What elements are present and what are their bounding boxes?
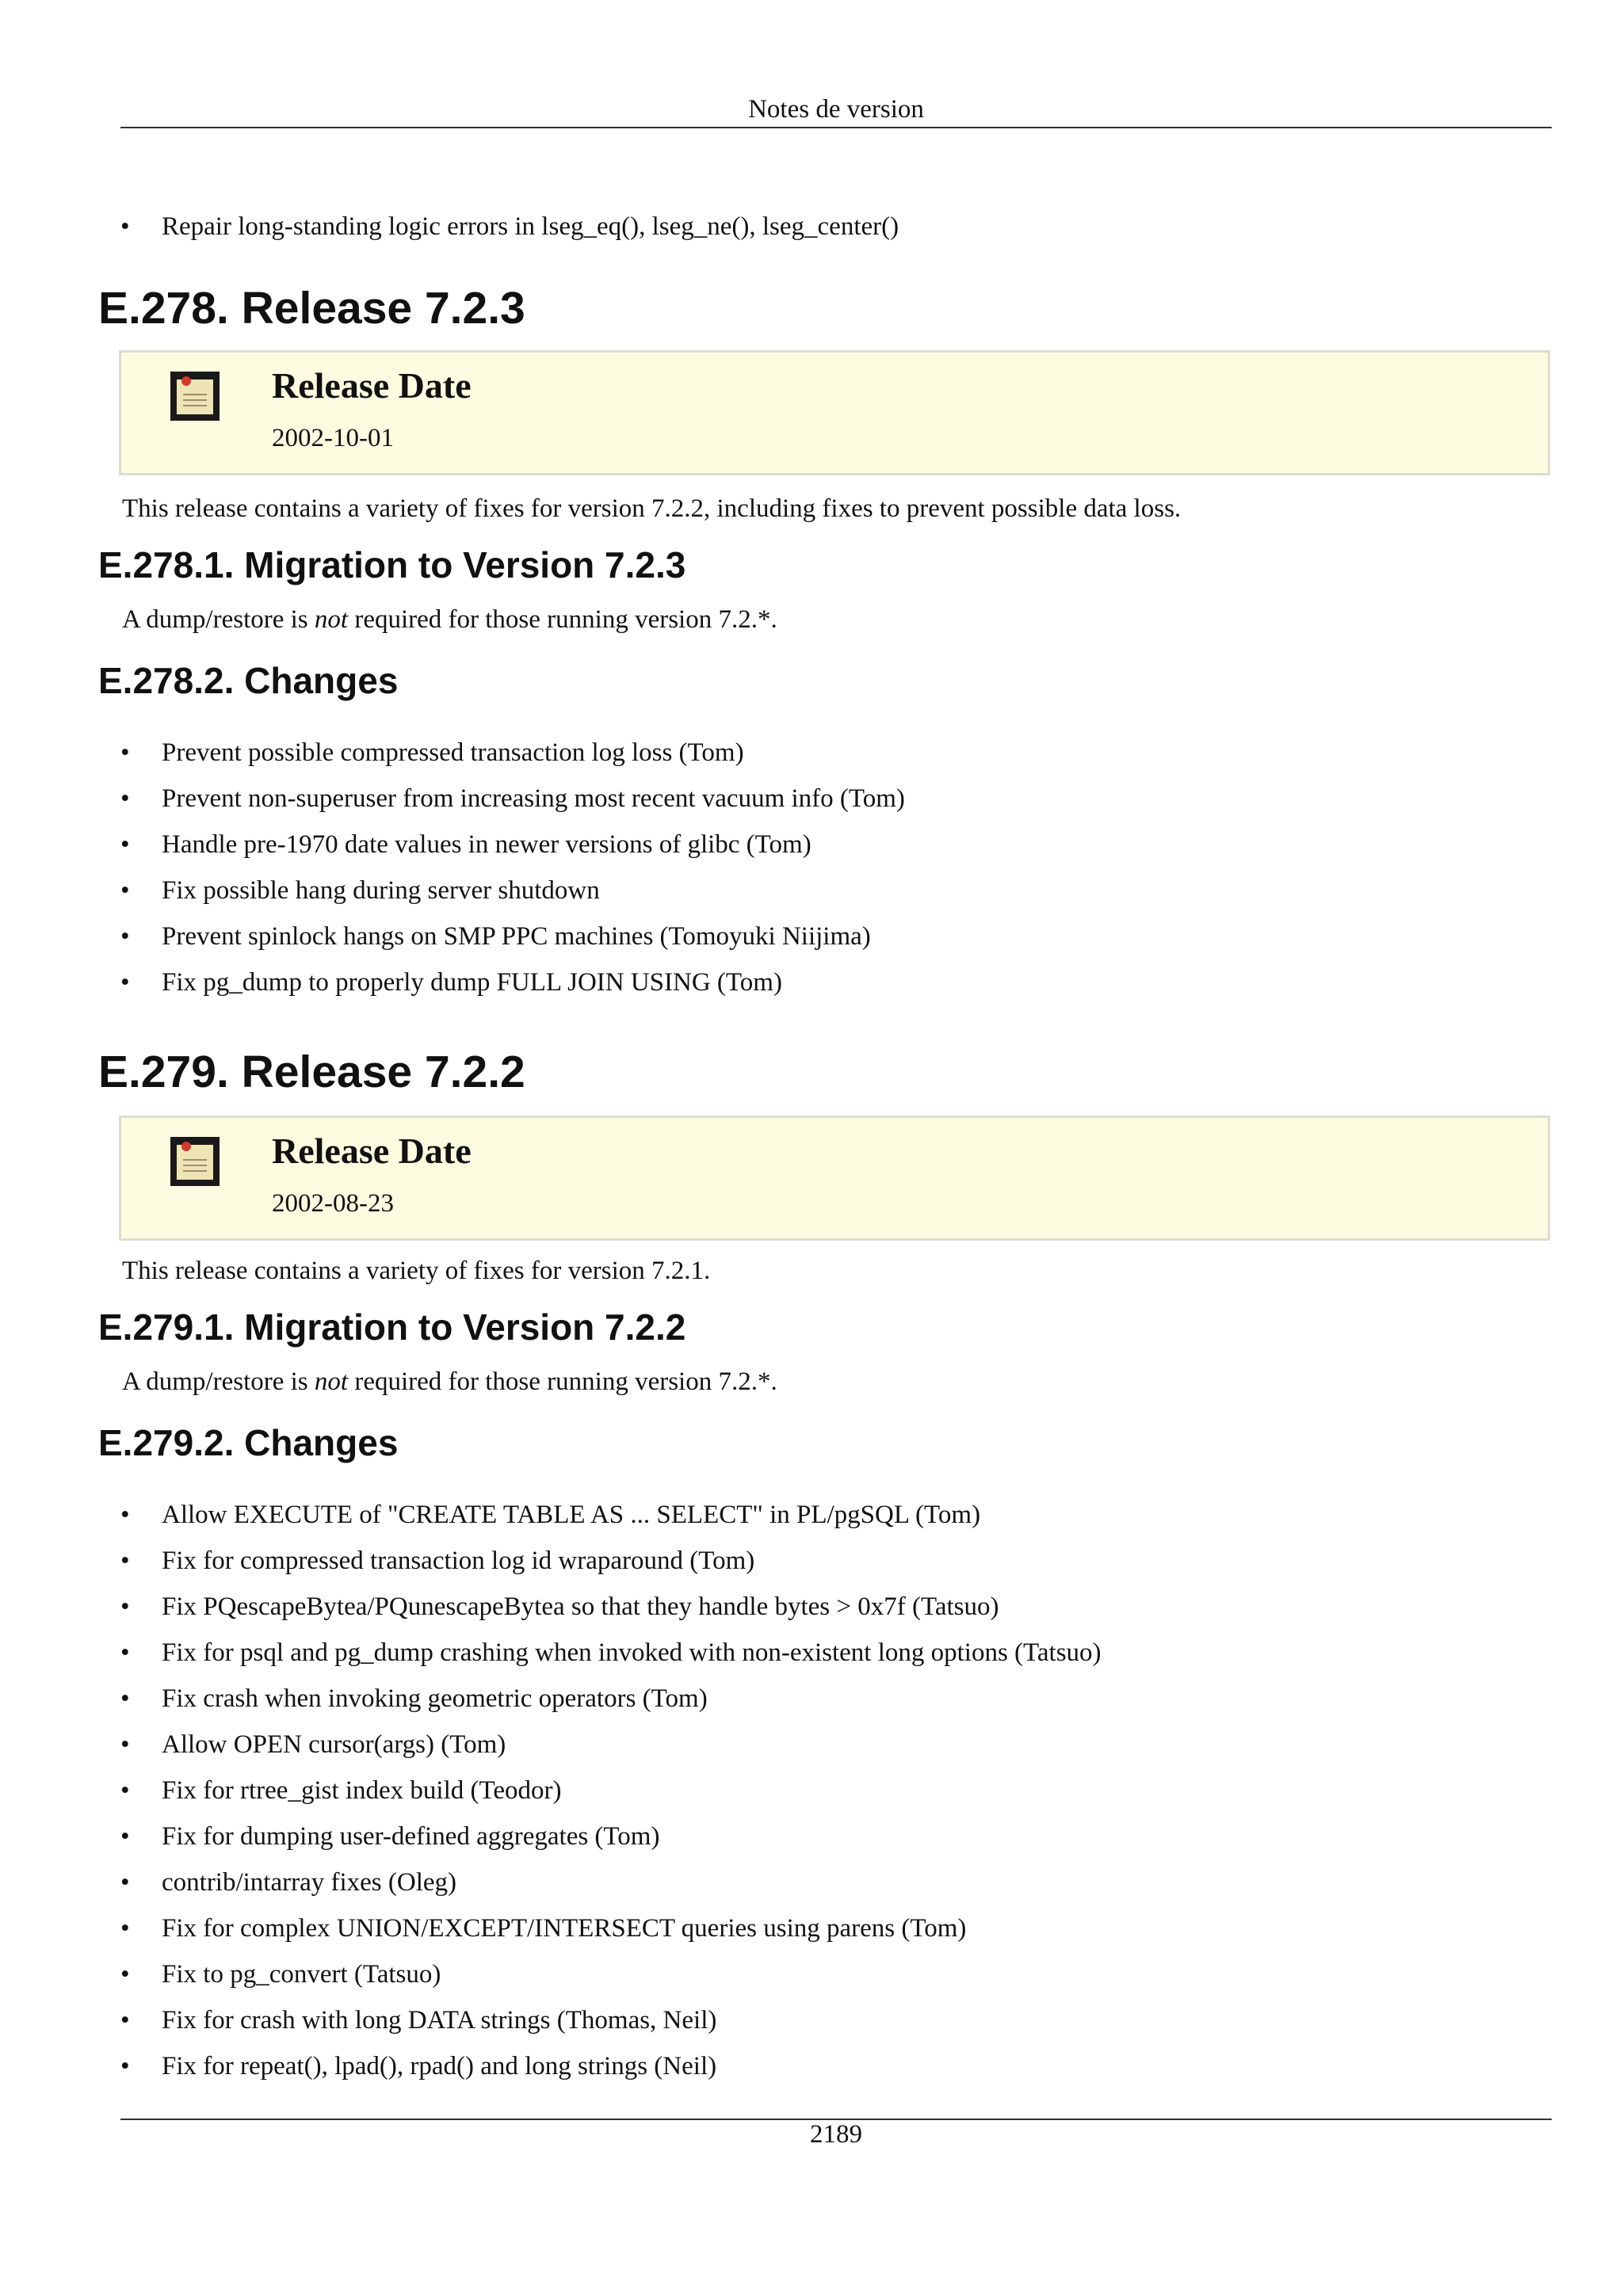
subsection-heading-changes-722: E.279.2. Changes	[98, 1422, 399, 1463]
list-item: • Fix possible hang during server shutdown	[120, 876, 600, 905]
release-date-value: 2002-10-01	[272, 424, 394, 452]
header-rule	[120, 127, 1552, 128]
list-item-text: Allow OPEN cursor(args) (Tom)	[162, 1730, 506, 1759]
section-heading-release-722: E.279. Release 7.2.2	[98, 1047, 525, 1097]
page-number: 2189	[810, 2120, 862, 2149]
list-item-text: contrib/intarray fixes (Oleg)	[162, 1868, 457, 1897]
list-item: • Fix for complex UNION/EXCEPT/INTERSECT queries using parens (Tom)	[120, 1914, 967, 1943]
list-item-text: Fix for psql and pg_dump crashing when invoked with non-existent long options (Tatsuo)	[162, 1638, 1102, 1667]
list-item-text: Fix PQescapeBytea/PQunescapeBytea so that they handle bytes > 0x7f (Tatsuo)	[162, 1592, 999, 1621]
list-item: • Allow EXECUTE of "CREATE TABLE AS ... SELECT" in PL/pgSQL (Tom)	[120, 1501, 981, 1529]
list-item: • Fix PQescapeBytea/PQunescapeBytea so that they handle bytes > 0x7f (Tatsuo)	[120, 1592, 999, 1621]
list-item: • Fix pg_dump to properly dump FULL JOIN USING (Tom)	[120, 968, 782, 997]
list-item-text: Fix to pg_convert (Tatsuo)	[162, 1960, 441, 1989]
running-header: Notes de version	[748, 95, 924, 124]
release-date-note	[119, 1116, 1550, 1241]
list-item-text: Fix possible hang during server shutdown	[162, 876, 600, 905]
list-item-text: Fix crash when invoking geometric operators (Tom)	[162, 1684, 708, 1713]
list-item: • Fix for rtree_gist index build (Teodor)	[120, 1776, 562, 1805]
list-item: • contrib/intarray fixes (Oleg)	[120, 1868, 457, 1897]
bullet-marker: •	[120, 212, 130, 241]
list-item-text: Fix for complex UNION/EXCEPT/INTERSECT queries using parens (Tom)	[162, 1914, 967, 1943]
note-title: Release Date	[272, 1131, 472, 1171]
list-item-text: Prevent spinlock hangs on SMP PPC machines (Tomoyuki Niijima)	[162, 922, 871, 951]
list-item: • Fix for psql and pg_dump crashing when invoked with non-existent long options (Tatsuo)	[120, 1638, 1102, 1667]
list-item: • Fix to pg_convert (Tatsuo)	[120, 1960, 441, 1989]
list-item: • Prevent possible compressed transaction log loss (Tom)	[120, 738, 744, 767]
list-item-text: Handle pre-1970 date values in newer versions of glibc (Tom)	[162, 830, 812, 859]
note-icon	[170, 1137, 220, 1186]
list-item: • Fix for dumping user-defined aggregates (Tom)	[120, 1822, 660, 1851]
list-item: • Prevent non-superuser from increasing most recent vacuum info (Tom)	[120, 784, 905, 813]
subsection-heading-migration-722: E.279.1. Migration to Version 7.2.2	[98, 1306, 686, 1348]
list-item: • Allow OPEN cursor(args) (Tom)	[120, 1730, 506, 1759]
list-item-text: Prevent possible compressed transaction log loss (Tom)	[162, 738, 744, 767]
list-item-text: Prevent non-superuser from increasing most recent vacuum info (Tom)	[162, 784, 905, 813]
list-item-text: Repair long-standing logic errors in lseg_eq(), lseg_ne(), lseg_center()	[162, 212, 899, 241]
release-intro: This release contains a variety of fixes for version 7.2.1.	[122, 1257, 711, 1285]
migration-text: A dump/restore is not required for those running version 7.2.*.	[122, 605, 777, 634]
list-item-text: Fix for crash with long DATA strings (Thomas, Neil)	[162, 2006, 717, 2035]
list-item: • Handle pre-1970 date values in newer versions of glibc (Tom)	[120, 830, 812, 859]
migration-text: A dump/restore is not required for those running version 7.2.*.	[122, 1367, 777, 1396]
list-item: • Fix for repeat(), lpad(), rpad() and long strings (Neil)	[120, 2052, 717, 2081]
list-item: • Fix for crash with long DATA strings (Thomas, Neil)	[120, 2006, 717, 2035]
list-item: • Fix for compressed transaction log id wraparound (Tom)	[120, 1547, 755, 1575]
release-intro: This release contains a variety of fixes for version 7.2.2, including fixes to prevent possible data loss.	[122, 494, 1182, 523]
list-item-text: Fix for compressed transaction log id wraparound (Tom)	[162, 1547, 755, 1575]
list-item-text: Allow EXECUTE of "CREATE TABLE AS ... SELECT" in PL/pgSQL (Tom)	[162, 1501, 981, 1529]
note-title: Release Date	[272, 365, 472, 406]
list-item-text: Fix pg_dump to properly dump FULL JOIN USING (Tom)	[162, 968, 782, 997]
list-item: • Prevent spinlock hangs on SMP PPC machines (Tomoyuki Niijima)	[120, 922, 871, 951]
list-item-text: Fix for dumping user-defined aggregates (Tom)	[162, 1822, 660, 1851]
subsection-heading-migration-723: E.278.1. Migration to Version 7.2.3	[98, 544, 686, 585]
release-date-note	[119, 350, 1550, 475]
list-item: • Fix crash when invoking geometric operators (Tom)	[120, 1684, 708, 1713]
release-date-value: 2002-08-23	[272, 1189, 394, 1218]
list-item-text: Fix for repeat(), lpad(), rpad() and long strings (Neil)	[162, 2052, 717, 2081]
subsection-heading-changes-723: E.278.2. Changes	[98, 660, 399, 701]
section-heading-release-723: E.278. Release 7.2.3	[98, 283, 525, 334]
list-item	[120, 209, 899, 244]
list-item-text: Fix for rtree_gist index build (Teodor)	[162, 1776, 562, 1805]
note-icon	[170, 372, 220, 421]
